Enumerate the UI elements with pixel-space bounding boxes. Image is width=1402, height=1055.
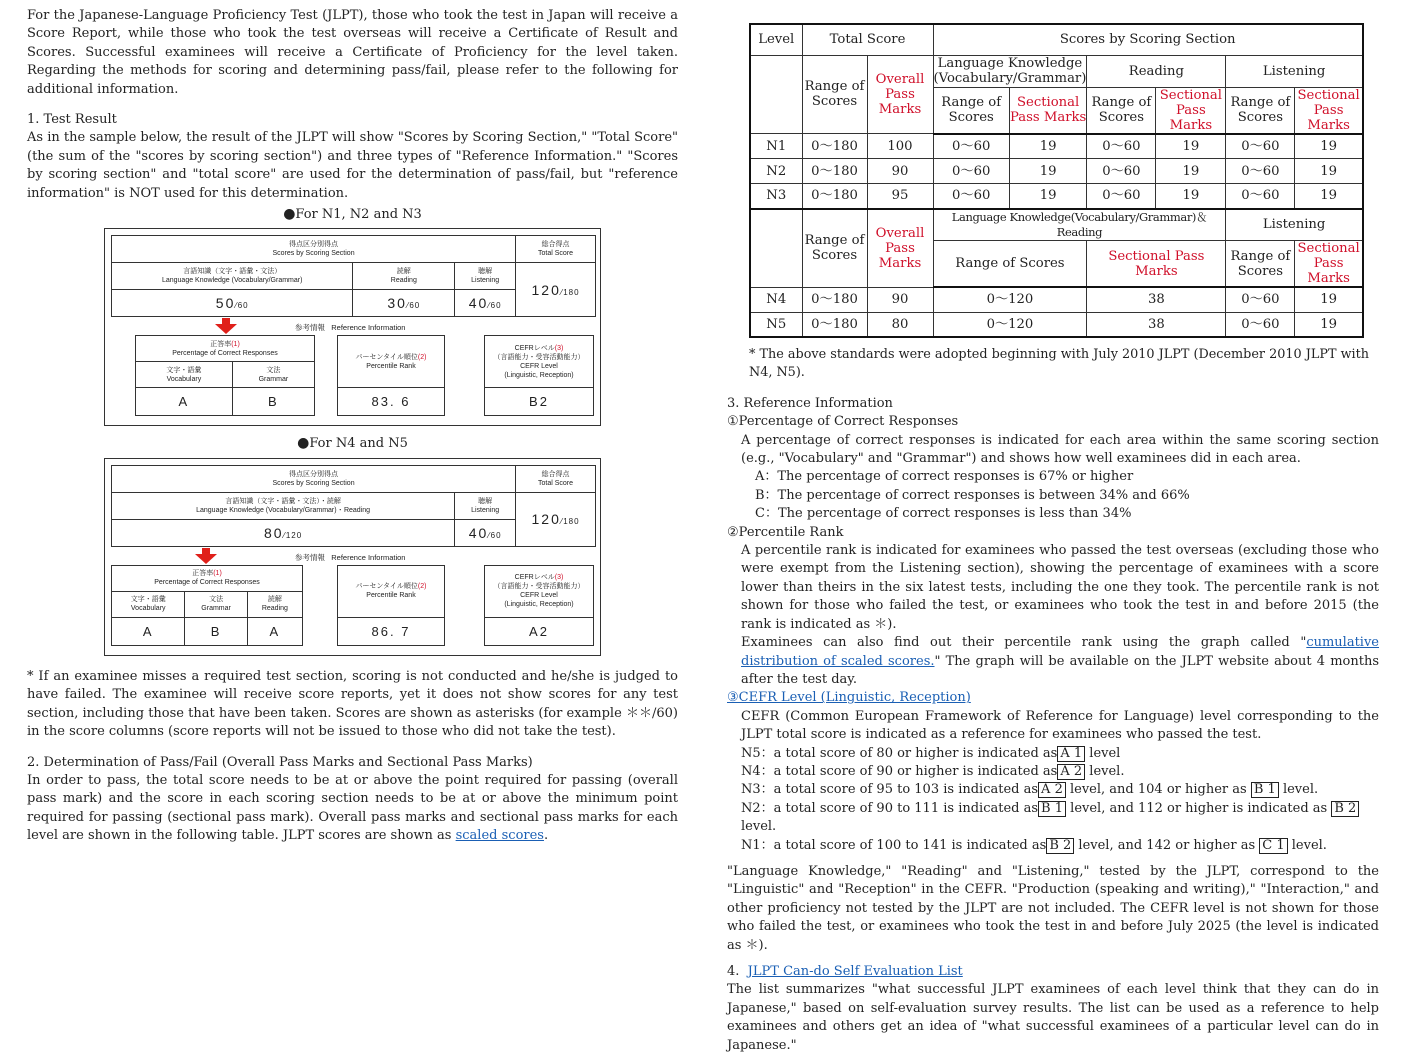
cefr-en: CEFR Level: [520, 362, 558, 370]
cumulative-distribution-link[interactable]: cumulative distribution of scaled scores.: [741, 635, 1379, 669]
n3-end: level.: [1282, 782, 1319, 798]
cefr-box: A 1: [1057, 746, 1085, 762]
range-cell: 0～180: [802, 312, 867, 337]
ssec-jp: 得点区分別得点: [289, 241, 339, 249]
table-row: [750, 312, 1363, 337]
reading-range-cell: 0～60: [1087, 159, 1156, 184]
s1-value: 80: [263, 524, 284, 541]
grammar-grade: B: [232, 388, 314, 416]
n2-end: level.: [741, 819, 777, 835]
cefr-n1: [727, 837, 1379, 855]
level-cell: N5: [750, 312, 802, 337]
percentile-value: 86. 7: [338, 617, 445, 645]
cefr-header: [485, 336, 594, 388]
pcr-header: [112, 565, 303, 591]
reference-info-label: [295, 552, 405, 563]
reading-pass-cell: 19: [1156, 134, 1226, 159]
grammar-header: [232, 362, 314, 388]
reading-range-cell: 0～60: [1087, 184, 1156, 209]
listening-range-cell: 0～60: [1226, 159, 1295, 184]
vocab-header: [136, 362, 233, 388]
grammar-header: [185, 591, 247, 617]
total-value: 120: [531, 511, 561, 528]
listening-range-cell: 0～60: [1226, 184, 1295, 209]
listening-pass-cell: 19: [1295, 184, 1363, 209]
intro-paragraph: For the Japanese-Language Proficiency Test (JLPT), those who took the test in Japan will receive a Score Report, while those who took the test overseas will receive a Certificate of Result and Scores. Successful examinees will receive a Certificate of Proficiency for the level taken. Regarding the methods for scoring and determining pass/fail, please refer to the following for additional information.: [27, 8, 678, 97]
total-score-value: 120⁄180: [516, 263, 596, 317]
num2: 2: [420, 583, 425, 591]
listening-pass-cell: 19: [1295, 287, 1363, 312]
cefr-n4: [727, 763, 1379, 781]
listening-range-cell: 0～60: [1226, 312, 1295, 337]
pr-title: ②Percentile Rank: [727, 524, 844, 540]
listening-pass-cell: 19: [1295, 312, 1363, 337]
listening-range-cell: 0～60: [1226, 134, 1295, 159]
circled-number-1: (1): [231, 340, 240, 348]
col3-jp: 聴解: [478, 268, 493, 276]
s3-max: 60: [490, 301, 502, 311]
ssec-jp: 得点区分別得点: [289, 470, 339, 478]
cefr-n3: [727, 781, 1379, 799]
col2-en: Reading: [390, 277, 417, 285]
cefr-body: CEFR (Common European Framework of Reference for Language) level corresponding to the JLPT total score is indicated as a reference for examinees who passed the test.: [741, 708, 1379, 743]
reading-pass-cell: 19: [1156, 184, 1226, 209]
lkr-pass-cell: 38: [1087, 312, 1226, 337]
section-1-body: As in the sample below, the result of the JLPT will show "Scores by Scoring Section," "Total Score" (the sum of the "scores by scoring section") and three types of "Reference Information." "Scores by scoring section" and "total score" are used for the determination of pass/fail, but "reference information" is NOT used for this determination.: [27, 130, 678, 201]
s3-value: 40: [468, 295, 489, 312]
pass-marks-table: [749, 23, 1364, 338]
sample-a-caption-text: For N1, N2 and N3: [295, 207, 422, 223]
sample-b-caption: [27, 434, 678, 453]
n5-text: N5：a total score of 80 or higher is indicated as: [741, 745, 1058, 761]
cefr-jp: CEFRレベル: [514, 574, 555, 582]
num1: 1: [233, 340, 238, 348]
table-row: [750, 159, 1363, 184]
cefr-box: A 2: [1038, 782, 1066, 798]
range-header: Range of Scores: [802, 55, 867, 134]
reading-score: 30⁄60: [353, 290, 455, 317]
section-3-heading: 3. Reference Information: [727, 395, 893, 411]
col1-en: Language Knowledge (Vocabulary/Grammar): [161, 277, 303, 285]
col3-en: Listening: [471, 277, 500, 285]
cefr-value: B2: [485, 388, 594, 416]
lk-pass-cell: 19: [1009, 134, 1087, 159]
table-row: [750, 287, 1363, 312]
col1-jp: 言語知識（文字・語彙・文法）・読解: [225, 497, 341, 505]
col-listening: [455, 263, 516, 290]
section-4-body: The list summarizes "what successful JLPT examinees of each level think that they can do in Japanese," based on self-evaluation survey results. The list can be used as a reference to help examinees and others get an idea of "what successful examinees of a particular level can do in Japanese.": [727, 982, 1379, 1053]
n2-mid: level, and 112 or higher is indicated as: [1070, 800, 1328, 816]
ref-en: Reference Information: [331, 323, 406, 333]
g-jp: 文法: [266, 366, 281, 374]
lk-range-header: Range of Scores: [933, 87, 1009, 134]
ref-jp: 参考情報: [295, 323, 325, 333]
scores-by-section-header: Scores by Scoring Section: [933, 24, 1363, 55]
pr-jp: パーセンタイル順位: [355, 353, 418, 361]
cefr-box: B 1: [1251, 782, 1279, 798]
listening-sectional-header: Sectional Pass Marks: [1295, 87, 1363, 134]
num3: 3: [557, 344, 561, 352]
col2-jp: 読解: [396, 268, 411, 276]
n4-end: level.: [1089, 763, 1125, 779]
n2-text: N2：a total score of 90 to 111 is indicated as: [741, 800, 1039, 816]
lk-range-cell: 0～60: [933, 184, 1009, 209]
lk-correspondence-body: "Language Knowledge," "Reading" and "Listening," tested by the JLPT, correspond to the "Linguistic" and "Reception" in the CEFR. "Production (speaking and writing)," "Interaction," and other proficiency not tested by the JLPT are not included. The CEFR level is not shown for those who failed the test, or examinees who took the test in and before July 2025 (the level is indicated as ＊).: [727, 863, 1379, 953]
col-listening: [455, 492, 516, 519]
scores-by-section-header: [112, 465, 516, 492]
down-arrow-icon: [215, 318, 237, 334]
pcr-header: [136, 336, 315, 362]
percentile-value: 83. 6: [338, 388, 445, 416]
table-row: [750, 184, 1363, 209]
vocab-grade: A: [112, 617, 185, 645]
col-lk-reading: [112, 492, 455, 519]
n1-text: N1：a total score of 100 to 141 is indicated as: [741, 837, 1047, 853]
col-reading: [353, 263, 455, 290]
cefr-title: [727, 689, 1379, 707]
lkr-range-cell: 0～120: [933, 287, 1087, 312]
circled-number-3: (3): [554, 574, 564, 582]
n3-text: N3：a total score of 95 to 103 is indicated as: [741, 782, 1039, 798]
lk-score: 50⁄60: [112, 290, 353, 317]
reading-pass-cell: 19: [1156, 159, 1226, 184]
pcr-body: A percentage of correct responses is indicated for each area within the same scoring section (e.g., "Vocabulary" and "Grammar") and shows how well examinees did in each area.: [741, 432, 1379, 467]
reading-range-cell: 0～60: [1087, 134, 1156, 159]
blank-cell: [750, 209, 802, 288]
pcr-grade-c: C：The percentage of correct responses is less than 34%: [755, 506, 1132, 522]
g-en: Grammar: [258, 375, 289, 383]
cefr-jp2: （言語能力・受容活動能力）: [493, 353, 585, 361]
table-note: * The above standards were adopted beginning with July 2010 JLPT (December 2010 JLPT with N4, N5).: [749, 347, 1370, 381]
pcr-grade-b: B：The percentage of correct responses is between 34% and 66%: [755, 487, 1190, 503]
g-jp: 文法: [209, 596, 224, 604]
listening-range-cell: 0～60: [1226, 287, 1295, 312]
overall-cell: 100: [867, 134, 933, 159]
v-en: Vocabulary: [166, 375, 202, 383]
s2-max: 60: [409, 301, 421, 311]
s3-max: 60: [490, 530, 502, 540]
table-row: [750, 134, 1363, 159]
section-4-heading: [727, 963, 1379, 981]
cefr-box: A 2: [1057, 764, 1085, 780]
grammar-grade: B: [185, 617, 247, 645]
ref-en: Reference Information: [331, 552, 406, 562]
overall-cell: 80: [867, 312, 933, 337]
cefr-box: B 1: [1038, 801, 1066, 817]
section-2-body: [27, 772, 678, 846]
pr-en: Percentile Rank: [366, 592, 416, 600]
percentile-table-a: [337, 335, 445, 416]
down-arrow-icon: [195, 548, 217, 564]
total-value: 120: [531, 281, 561, 298]
scaled-scores-link[interactable]: scaled scores: [455, 828, 544, 844]
missed-section-note: * If an examinee misses a required test section, scoring is not conducted and he/she is judged to have failed. The examinee will receive score reports, yet it does not show scores for any test section, including those that have been taken. Scores are shown as asterisks (for example ＊＊/60) in the score columns (score reports will not be issued to those who did not take the test).: [27, 668, 678, 740]
percentile-header: [338, 336, 445, 388]
reading-header: [247, 591, 302, 617]
cefr-table-b: [484, 565, 594, 646]
vocab-grade: A: [136, 388, 233, 416]
total-max: 180: [563, 287, 580, 297]
range-cell: 0～180: [802, 134, 867, 159]
cefr-en2: (Linguistic, Reception): [504, 601, 574, 609]
lk-reading-header: Language Knowledge(Vocabulary/Grammar)＆Reading: [933, 209, 1226, 241]
v-en: Vocabulary: [130, 605, 166, 613]
percentile-table-b: [337, 565, 445, 646]
lk-range-cell: 0～60: [933, 159, 1009, 184]
cefr-header: [485, 565, 594, 617]
percentile-header: [338, 565, 445, 617]
s1-max: 120: [285, 530, 303, 540]
sample-report-n4-n5: [104, 458, 601, 656]
pr-body-2: [727, 634, 1379, 689]
listening-range-header: Range of Scores: [1226, 87, 1295, 134]
num3: 3: [557, 574, 561, 582]
scores-table-a: [111, 235, 596, 317]
listening-header: Listening: [1226, 55, 1363, 87]
vocab-header: [112, 591, 185, 617]
circled-number-2: (2): [417, 353, 427, 361]
cefr-table-a: [484, 335, 594, 416]
pr-body: A percentile rank is indicated for examinees who passed the test overseas (excluding those who were exempt from the Listening section), showing the percentage of examinees with a score lower than theirs in the six latest tests, including the one they took. The percentile rank is not shown for those who failed the test, or examinees who took the test in and before 2015 (the rank is indicated as ＊).: [741, 543, 1379, 632]
cefr-jp2: （言語能力・受容活動能力）: [493, 583, 585, 591]
cefr-box: B 2: [1046, 838, 1074, 854]
sample-b-caption-text: For N4 and N5: [309, 436, 408, 452]
cefr-n5: [727, 745, 1379, 763]
section-1-heading: 1. Test Result: [27, 112, 117, 128]
total-jp: 総合得点: [541, 241, 570, 249]
range-cell: 0～180: [802, 287, 867, 312]
col3-jp: 聴解: [478, 497, 493, 505]
bullet-icon: ●: [297, 435, 310, 452]
n5-end: level: [1089, 745, 1121, 761]
s3-value: 40: [468, 524, 489, 541]
total-max: 180: [563, 517, 580, 527]
total-score-value: 120⁄180: [516, 492, 596, 546]
range-header: Range of Scores: [802, 209, 867, 288]
level-header: Level: [750, 24, 802, 55]
left-column: [27, 0, 678, 846]
circled-number-1: (1): [213, 570, 222, 578]
cefr-box: B 2: [1331, 801, 1359, 817]
total-jp: 総合得点: [541, 470, 570, 478]
level-cell: N1: [750, 134, 802, 159]
circled-number-2: (2): [417, 583, 427, 591]
total-en: Total Score: [538, 479, 574, 487]
col1-en: Language Knowledge (Vocabulary/Grammar) ･ Reading: [196, 506, 371, 514]
pcr-en: Percentage of Correct Responses: [154, 579, 260, 587]
can-do-list-link[interactable]: JLPT Can-do Self Evaluation List: [747, 964, 963, 979]
reading-sectional-header: Sectional Pass Marks: [1156, 87, 1226, 134]
total-score-header: Total Score: [802, 24, 933, 55]
pr-body-2b: " The graph will be available on the JLPT website about 4 months after the test day.: [741, 653, 1379, 687]
section-2-text: In order to pass, the total score needs to be at or above the point required for passing (overall pass mark) and the score in each scoring section needs to be at or above the minimum point required for passing (sectional pass mark). Overall pass marks and sectional pass marks for each level are shown in the following table. JLPT scores are shown as: [27, 772, 678, 844]
lk-range-cell: 0～60: [933, 134, 1009, 159]
total-score-header: [516, 465, 596, 492]
num2: 2: [420, 353, 425, 361]
listening-header: Listening: [1226, 209, 1363, 241]
scores-by-section-header: [112, 236, 516, 263]
level-cell: N2: [750, 159, 802, 184]
pcr-grade-a: A：The percentage of correct responses is 67% or higher: [755, 469, 1134, 485]
pcr-table-b: [111, 565, 303, 646]
blank-cell: [750, 55, 802, 134]
pcr-title: ①Percentage of Correct Responses: [727, 414, 959, 430]
overall-cell: 90: [867, 287, 933, 312]
section-2-end: .: [543, 828, 549, 844]
pr-jp: パーセンタイル順位: [355, 583, 418, 591]
v-jp: 文字・語彙: [166, 366, 202, 374]
ssec-en: Scores by Scoring Section: [272, 250, 355, 258]
n4-text: N4：a total score of 90 or higher is indicated as: [741, 763, 1058, 779]
lk-pass-cell: 19: [1009, 159, 1087, 184]
lk-reading-score: 80⁄120: [112, 519, 455, 546]
reading-grade: A: [247, 617, 302, 645]
ssec-en: Scores by Scoring Section: [272, 479, 355, 487]
pr-en: Percentile Rank: [366, 362, 416, 370]
reference-info-label: [295, 322, 405, 333]
listening-score: 40⁄60: [455, 290, 516, 317]
cefr-en: CEFR Level: [520, 592, 558, 600]
cefr-n2: [727, 800, 1379, 837]
pcr-table-a: [135, 335, 315, 416]
ref-jp: 参考情報: [295, 552, 325, 562]
col3-en: Listening: [471, 506, 500, 514]
cefr-value: A2: [485, 617, 594, 645]
lk-sectional-header: Sectional Pass Marks: [1009, 87, 1087, 134]
cefr-jp: CEFRレベル: [514, 344, 555, 352]
bullet-icon: ●: [283, 206, 296, 223]
listening-score: 40⁄60: [455, 519, 516, 546]
col-language-knowledge: [112, 263, 353, 290]
level-cell: N4: [750, 287, 802, 312]
sample-a-caption: [27, 205, 678, 224]
reading-range-header: Range of Scores: [1087, 87, 1156, 134]
scores-table-b: [111, 465, 596, 547]
num1: 1: [215, 570, 220, 578]
col1-jp: 言語知識（文字・語彙・文法）: [183, 268, 282, 276]
n1-end: level.: [1291, 837, 1327, 853]
r-jp: 読解: [267, 596, 282, 604]
lk-header: Language Knowledge (Vocabulary/Grammar): [933, 56, 1087, 86]
cefr-en2: (Linguistic, Reception): [504, 371, 574, 379]
s1-max: 60: [237, 301, 249, 311]
pcr-jp: 正答率: [210, 340, 232, 348]
cefr-box: C 1: [1259, 838, 1287, 854]
r-en: Reading: [261, 605, 288, 613]
lk-pass-cell: 19: [1009, 184, 1087, 209]
range-cell: 0～180: [802, 159, 867, 184]
lkr-range-header: Range of Scores: [933, 241, 1087, 288]
lkr-pass-cell: 38: [1087, 287, 1226, 312]
v-jp: 文字・語彙: [130, 596, 166, 604]
cefr-level-link[interactable]: ③CEFR Level (Linguistic, Reception): [727, 690, 971, 706]
circled-number-3: (3): [554, 344, 564, 352]
total-en: Total Score: [538, 250, 574, 258]
listening-pass-cell: 19: [1295, 159, 1363, 184]
s1-value: 50: [215, 295, 236, 312]
range-cell: 0～180: [802, 184, 867, 209]
g-en: Grammar: [201, 605, 231, 613]
listening-sectional-header: Sectional Pass Marks: [1295, 241, 1363, 288]
listening-pass-cell: 19: [1295, 134, 1363, 159]
total-score-header: [516, 236, 596, 263]
overall-header: Overall Pass Marks: [867, 55, 933, 134]
lkr-range-cell: 0～120: [933, 312, 1087, 337]
reading-header: Reading: [1087, 55, 1226, 87]
sample-report-n1-n3: [104, 228, 601, 426]
n1-mid: level, and 142 or higher as: [1078, 837, 1256, 853]
overall-header: Overall Pass Marks: [867, 209, 933, 288]
pcr-en: Percentage of Correct Responses: [172, 349, 278, 357]
section-4-number: 4.: [727, 964, 740, 979]
n3-mid: level, and 104 or higher as: [1069, 782, 1247, 798]
s2-value: 30: [387, 295, 407, 312]
pcr-jp: 正答率: [192, 570, 214, 578]
section-2-heading: 2. Determination of Pass/Fail (Overall Pass Marks and Sectional Pass Marks): [27, 754, 533, 770]
right-column: [727, 0, 1379, 1055]
level-cell: N3: [750, 184, 802, 209]
overall-cell: 95: [867, 184, 933, 209]
lkr-sectional-header: Sectional Pass Marks: [1087, 241, 1226, 288]
pr-body-2a: Examinees can also find out their percentile rank using the graph called ": [741, 635, 1307, 651]
overall-cell: 90: [867, 159, 933, 184]
listening-range-header: Range of Scores: [1226, 241, 1295, 288]
